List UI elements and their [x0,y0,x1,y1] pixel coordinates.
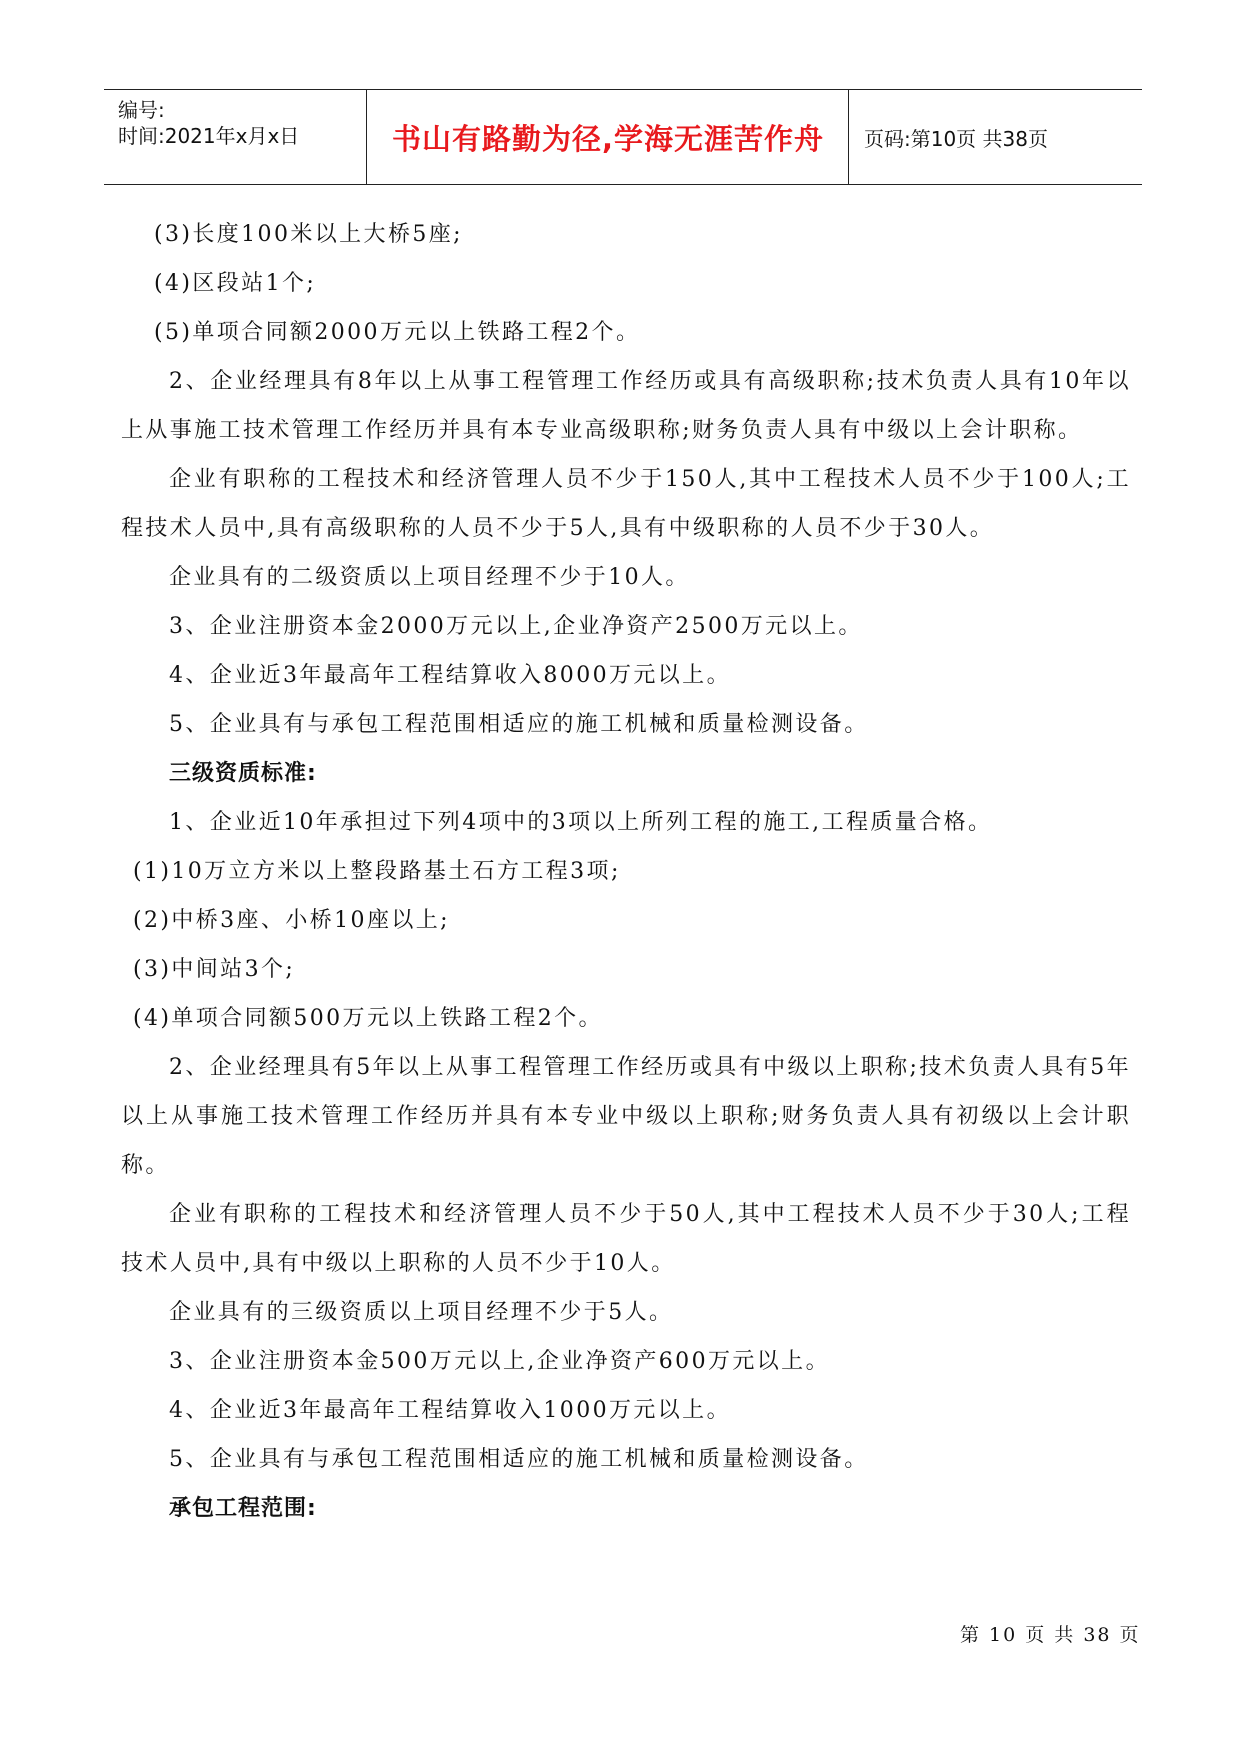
header-motto-cell [368,90,849,184]
body-paragraph: (2)中桥3座、小桥10座以上; [133,908,450,933]
body-paragraph: 3、企业注册资本金500万元以上,企业净资产600万元以上。 [169,1349,830,1374]
document-body [121,210,1131,1533]
body-paragraph: 2、企业经理具有5年以上从事工程管理工作经历或具有中级以上职称;技术负责人具有5年以上从事施工技术管理工作经历并具有本专业中级以上职称;财务负责人具有初级以上会计职称。 [121,1055,1131,1178]
body-paragraph: 4、企业近3年最高年工程结算收入8000万元以上。 [169,663,731,688]
body-paragraph: (1)10万立方米以上整段路基土石方工程3项; [133,859,621,884]
body-paragraph: (3)中间站3个; [133,957,296,982]
body-paragraph: 企业具有的二级资质以上项目经理不少于10人。 [169,565,690,590]
header-page-info: 页码:第10页 共38页 [864,126,1048,151]
body-paragraph: 2、企业经理具有8年以上从事工程管理工作经历或具有高级职称;技术负责人具有10年以上从事施工技术管理工作经历并具有本专业高级职称;财务负责人具有中级以上会计职称。 [121,369,1131,443]
body-paragraph: 3、企业注册资本金2000万元以上,企业净资产2500万元以上。 [169,614,863,639]
body-paragraph: (4)区段站1个; [154,271,317,296]
document-header [104,89,1142,185]
body-paragraph: 5、企业具有与承包工程范围相适应的施工机械和质量检测设备。 [169,1447,869,1472]
header-motto: 书山有路勤为径,学海无涯苦作舟 [391,121,825,156]
body-paragraph: 企业具有的三级资质以上项目经理不少于5人。 [169,1300,674,1325]
body-paragraph: (5)单项合同额2000万元以上铁路工程2个。 [154,320,641,345]
section-heading: 三级资质标准: [169,761,317,786]
body-paragraph: 4、企业近3年最高年工程结算收入1000万元以上。 [169,1398,731,1423]
body-paragraph: (3)长度100米以上大桥5座; [154,222,463,247]
document-number-label: 编号: [118,98,165,122]
page-footer: 第 10 页 共 38 页 [960,1624,1141,1646]
body-paragraph: 企业有职称的工程技术和经济管理人员不少于150人,其中工程技术人员不少于100人;工程技术人员中,具有高级职称的人员不少于5人,具有中级职称的人员不少于30人。 [121,467,1131,541]
document-time-label: 时间:2021年x月x日 [118,124,300,148]
body-paragraph: 1、企业近10年承担过下列4项中的3项以上所列工程的施工,工程质量合格。 [169,810,993,835]
section-heading: 承包工程范围: [169,1496,317,1521]
body-paragraph: 5、企业具有与承包工程范围相适应的施工机械和质量检测设备。 [169,712,869,737]
body-paragraph: 企业有职称的工程技术和经济管理人员不少于50人,其中工程技术人员不少于30人;工程技术人员中,具有中级以上职称的人员不少于10人。 [121,1202,1131,1276]
body-paragraph: (4)单项合同额500万元以上铁路工程2个。 [133,1006,603,1031]
header-meta-cell [104,90,367,184]
